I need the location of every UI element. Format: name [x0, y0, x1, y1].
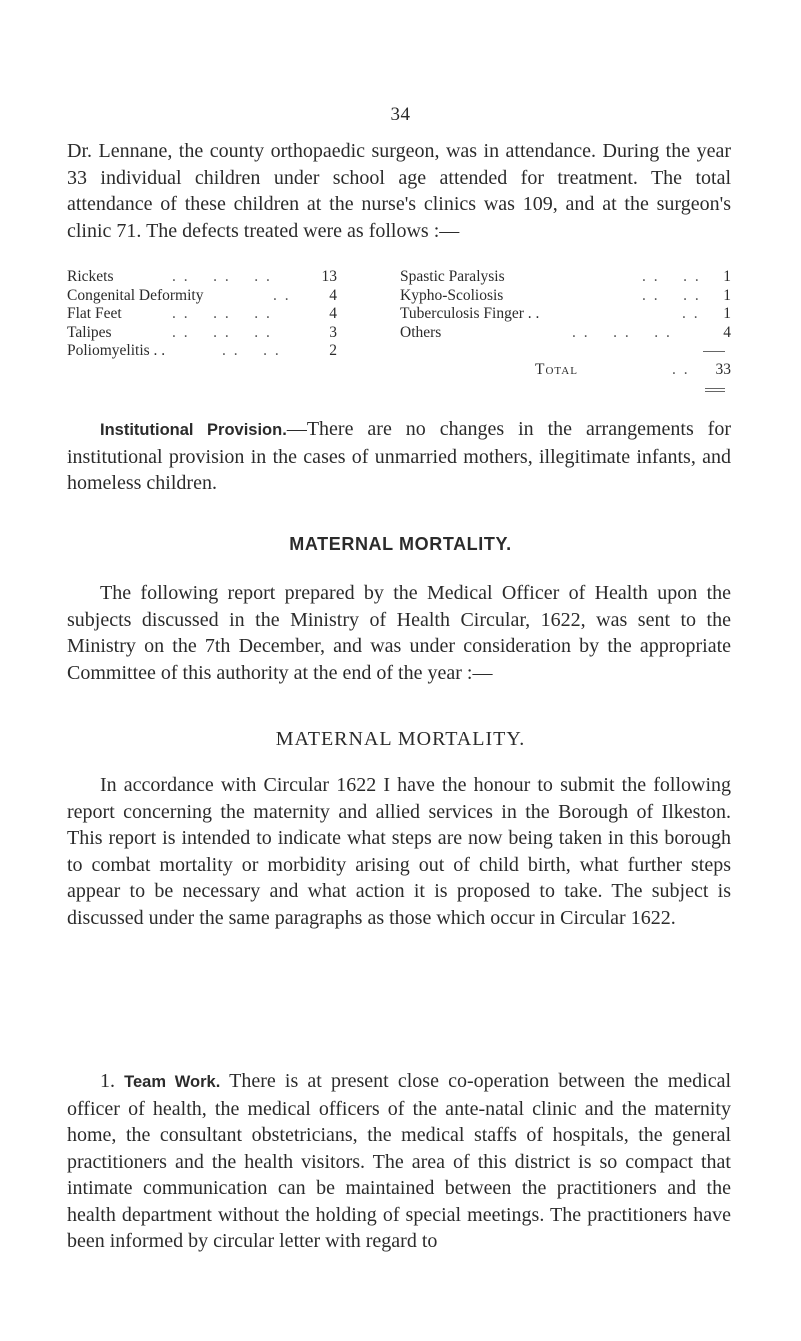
defect-label: Poliomyelitis . .	[67, 342, 166, 360]
leader-dots: . . . . . .	[172, 323, 272, 341]
defect-label: Congenital Deformity	[67, 286, 204, 304]
defect-label: Rickets	[67, 268, 114, 285]
leader-dots: . . . . . .	[172, 305, 272, 323]
total-double-rule-top	[705, 388, 725, 389]
defect-value: 2	[329, 342, 337, 360]
defect-row	[67, 268, 337, 287]
institutional-provision-paragraph	[67, 416, 731, 497]
sum-rule	[703, 351, 725, 352]
leader-dots: . .	[672, 360, 690, 378]
institutional-provision-heading: Institutional Provision.	[100, 421, 287, 439]
total-double-rule-bottom	[705, 391, 725, 392]
defect-row	[67, 305, 337, 324]
team-work-text: There is at present close co-operation between the medical officer of health, the medical officers of the ante-natal clinic and the maternity home, the consultant obstetricians, the medical staffs of hospitals, the general practitioners and the health visitors. The area of this district is so compact that intimate communication can be maintained between the practitioners and the health department without the holding of special meetings. The practitioners have been informed by circular letter with regard to	[67, 1070, 732, 1252]
defect-row	[400, 324, 731, 343]
leader-dots: . . . .	[222, 342, 281, 360]
defect-value: 4	[329, 286, 337, 304]
defect-value: 1	[723, 286, 731, 304]
total-label: Total	[535, 360, 578, 378]
defect-row	[400, 287, 731, 306]
accordance-paragraph: In accordance with Circular 1622 I have the honour to submit the following report concerning the maternity and allied services in the Borough of Ilkeston. This report is intended to indicate what steps are now being taken in this borough to combat mortality or morbidity arising out of child birth, what further steps appear to be necessary and what action it is proposed to take. The subject is discussed under the same paragraphs as those which occur in Circular 1622.	[67, 774, 731, 929]
defect-row	[67, 324, 337, 343]
defect-label: Kypho-Scoliosis	[400, 286, 504, 304]
leader-dots: . . . .	[642, 286, 701, 304]
defect-value: 3	[329, 323, 337, 341]
defect-label: Others	[400, 323, 442, 341]
team-work-paragraph	[67, 1068, 731, 1255]
leader-dots: . .	[682, 305, 700, 323]
defects-left-column	[67, 268, 337, 361]
defect-value: 4	[723, 323, 731, 341]
leader-dots: . . . .	[642, 268, 701, 285]
defect-value: 13	[321, 268, 337, 285]
defect-label: Tuberculosis Finger . .	[400, 305, 540, 323]
defect-row	[67, 342, 337, 361]
intro-paragraph: Dr. Lennane, the county orthopaedic surgeon, was in attendance. During the year 33 individual children under school age attended for treatment. The total attendance of these children at the nurse's clinics was 109, and at the surgeon's clinic 71. The defects treated were as follows :—	[67, 140, 731, 242]
defect-row	[400, 268, 731, 287]
leader-dots: . . . . . .	[172, 268, 272, 285]
page-number: 34	[390, 104, 411, 125]
defects-right-column	[400, 268, 731, 380]
team-work-heading: Team Work.	[124, 1073, 221, 1091]
defect-label: Flat Feet	[67, 305, 122, 323]
defect-sum-rule-row	[400, 342, 731, 361]
leader-dots: . .	[273, 286, 291, 304]
defect-label: Talipes	[67, 323, 112, 341]
defect-label: Spastic Paralysis	[400, 268, 505, 285]
maternal-mortality-heading: MATERNAL MORTALITY.	[289, 534, 512, 554]
leader-dots: . . . . . .	[572, 323, 672, 341]
report-intro-paragraph: The following report prepared by the Medical Officer of Health upon the subjects discussed in the Ministry of Health Circular, 1622, was sent to the Ministry on the 7th December, and was under consideration by the appropriate Committee of this authority at the end of the year :—	[67, 582, 731, 684]
defect-value: 1	[723, 305, 731, 323]
total-value: 33	[715, 360, 731, 378]
defect-row	[67, 287, 337, 306]
defect-value: 1	[723, 268, 731, 285]
defect-total-row	[400, 361, 731, 380]
team-work-number: 1.	[100, 1070, 115, 1092]
defect-row	[400, 305, 731, 324]
defect-value: 4	[329, 305, 337, 323]
institutional-provision-text: —There are no changes in the arrangements for institutional provision in the cases of unmarried mothers, illegitimate infants, and homeless children.	[67, 418, 732, 494]
maternal-mortality-subheading: MATERNAL MORTALITY.	[275, 728, 526, 750]
